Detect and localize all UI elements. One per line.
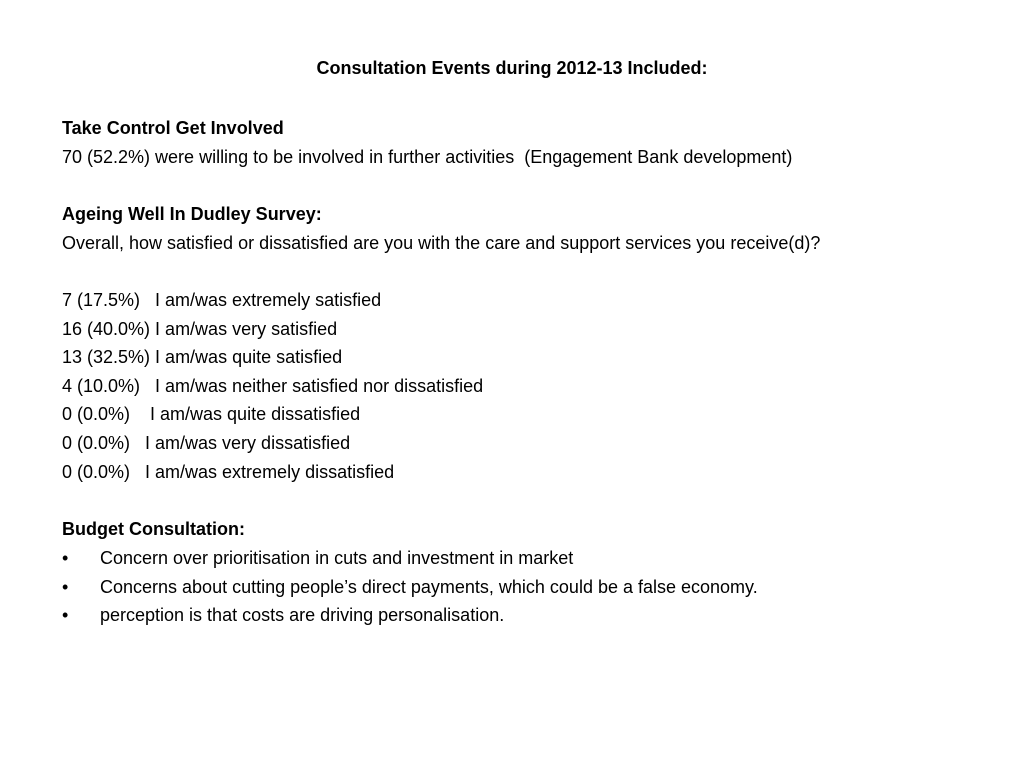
- result-line: 7 (17.5%) I am/was extremely satisfied: [62, 290, 382, 310]
- result-line: 4 (10.0%) I am/was neither satisfied nor dissatisfied: [62, 376, 484, 396]
- budget-heading: Budget Consultation:: [62, 519, 245, 539]
- result-line: 0 (0.0%) I am/was very dissatisfied: [62, 433, 351, 453]
- bullet-text: Concerns about cutting people’s direct payments, which could be a false economy.: [100, 577, 758, 597]
- take-control-heading: Take Control Get Involved: [62, 118, 284, 138]
- ageing-well-question: Overall, how satisfied or dissatisfied are you with the care and support services you receive(d)?: [62, 233, 821, 253]
- bullet-icon: •: [62, 605, 69, 625]
- ageing-well-heading: Ageing Well In Dudley Survey:: [62, 204, 322, 224]
- page-title: Consultation Events during 2012-13 Included:: [316, 58, 708, 78]
- bullet-text: perception is that costs are driving personalisation.: [100, 605, 505, 625]
- result-line: 16 (40.0%) I am/was very satisfied: [62, 319, 338, 339]
- result-line: 0 (0.0%) I am/was extremely dissatisfied: [62, 462, 395, 482]
- result-line: 0 (0.0%) I am/was quite dissatisfied: [62, 404, 361, 424]
- take-control-text: 70 (52.2%) were willing to be involved in further activities (Engagement Bank development): [62, 147, 793, 167]
- bullet-text: Concern over prioritisation in cuts and investment in market: [100, 548, 574, 568]
- bullet-icon: •: [62, 548, 69, 568]
- bullet-icon: •: [62, 577, 69, 597]
- result-line: 13 (32.5%) I am/was quite satisfied: [62, 347, 343, 367]
- bullet-item: [62, 604, 505, 692]
